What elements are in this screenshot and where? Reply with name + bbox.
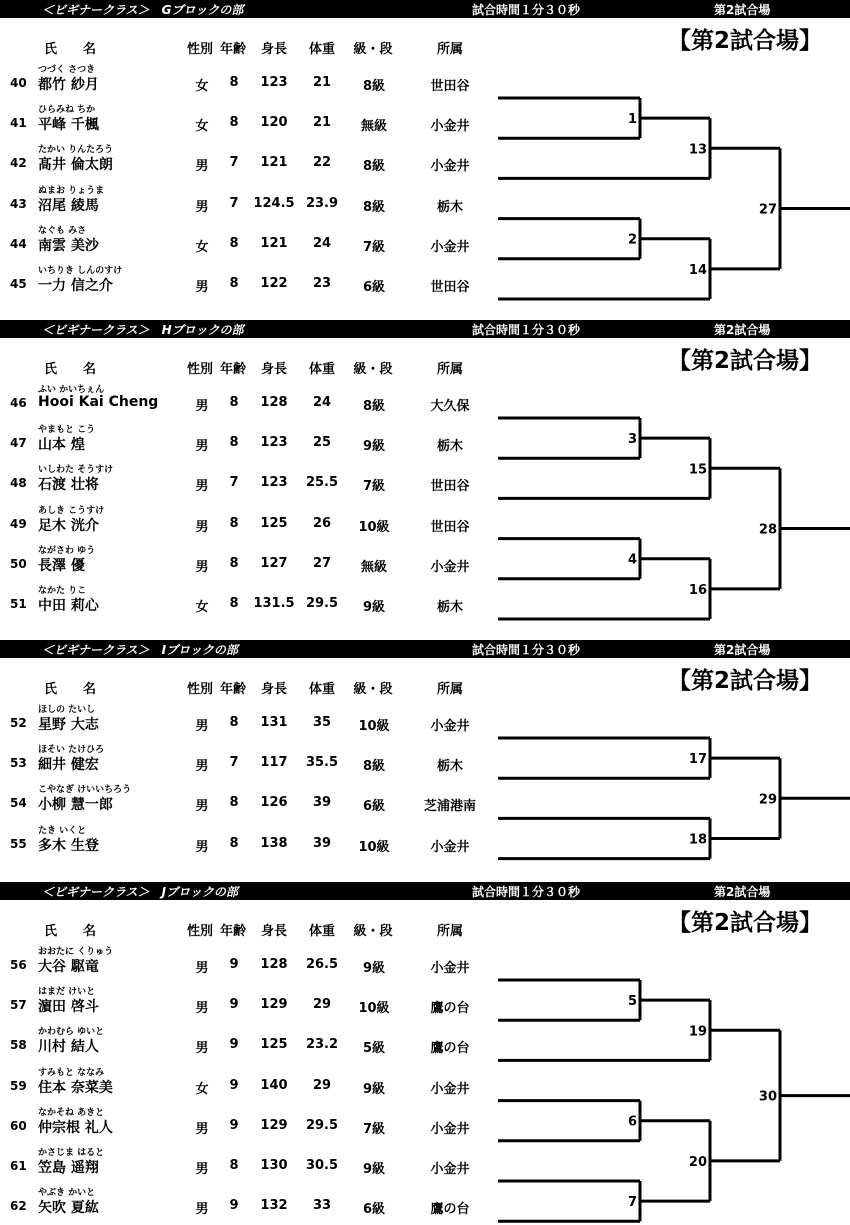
match-number: 3 [627, 432, 637, 448]
player-weight: 33 [312, 1198, 332, 1214]
player-weight: 29 [312, 1077, 332, 1093]
column-header-name: 氏 名 [43, 924, 97, 939]
player-grade: 10級 [358, 519, 390, 535]
player-kana: こやなぎ けいいちろう [38, 785, 132, 796]
player-gender: 男 [195, 199, 209, 215]
match-number: 29 [758, 792, 777, 808]
match-number: 7 [627, 1195, 637, 1211]
player-weight: 26 [312, 515, 332, 531]
player-number: 61 [10, 1159, 27, 1173]
player-age: 7 [229, 155, 239, 171]
player-affiliation: 小金井 [430, 1162, 470, 1177]
player-affiliation: 世田谷 [430, 519, 470, 535]
player-gender: 男 [195, 1001, 209, 1017]
player-gender: 男 [195, 799, 209, 815]
player-affiliation: 栃木 [436, 199, 464, 215]
player-number: 43 [10, 196, 27, 211]
player-gender: 女 [195, 1081, 209, 1097]
bracket-diagram [0, 320, 850, 640]
player-height: 140 [260, 1077, 288, 1093]
player-weight: 22 [312, 155, 332, 171]
player-number: 59 [10, 1078, 27, 1093]
player-affiliation: 鷹の台 [430, 1041, 470, 1057]
column-header-gender: 性別 [186, 42, 214, 57]
player-number: 48 [10, 476, 27, 491]
player-height: 125 [260, 1037, 288, 1053]
player-grade: 8級 [362, 79, 386, 94]
player-name: Hooi Kai Cheng [38, 394, 159, 410]
player-kana: なぐも みさ [38, 225, 87, 236]
player-weight: 21 [312, 115, 332, 131]
match-number: 13 [688, 142, 707, 158]
player-grade: 9級 [362, 1081, 386, 1097]
player-age: 9 [229, 1077, 239, 1093]
player-age: 7 [229, 755, 239, 771]
player-age: 8 [229, 435, 239, 451]
player-name: 矢吹 夏紘 [38, 1200, 99, 1217]
player-height: 131 [260, 715, 288, 730]
arena-title: 【第2試合場】 [668, 348, 823, 374]
player-weight: 27 [312, 555, 332, 571]
match-number: 17 [688, 752, 707, 768]
player-height: 127 [260, 555, 288, 571]
player-kana: ふい かいちぇん [38, 385, 105, 395]
bracket-block [0, 882, 850, 1224]
column-header-name: 氏 名 [43, 682, 97, 697]
player-age: 8 [229, 715, 239, 730]
player-age: 8 [229, 395, 239, 410]
match-number: 20 [688, 1154, 707, 1170]
player-grade: 8級 [362, 159, 386, 175]
player-weight: 23.9 [305, 195, 339, 211]
match-number: 2 [627, 232, 637, 248]
player-height: 132 [260, 1198, 288, 1214]
player-number: 50 [10, 556, 27, 571]
class-label: ＜ビギナークラス＞ Hブロックの部 [42, 323, 244, 337]
player-number: 55 [10, 836, 27, 851]
player-weight: 30.5 [305, 1158, 339, 1173]
arena-title: 【第2試合場】 [668, 668, 823, 694]
arena-label: 第2試合場 [714, 3, 771, 17]
player-number: 49 [10, 516, 27, 531]
player-number: 46 [10, 396, 27, 410]
player-height: 126 [260, 795, 288, 811]
player-age: 8 [229, 555, 239, 571]
player-kana: つづく さつき [38, 65, 96, 75]
player-affiliation: 芝浦港南 [423, 799, 477, 815]
player-gender: 男 [195, 839, 209, 855]
column-header-weight: 体重 [308, 682, 336, 697]
column-header-weight: 体重 [308, 924, 336, 939]
player-name: 一力 信之介 [38, 278, 113, 294]
player-kana: たかい りんたろう [38, 145, 114, 156]
column-header-age: 年齢 [219, 682, 247, 697]
player-age: 9 [229, 1037, 239, 1053]
player-name: 中田 莉心 [38, 598, 99, 614]
player-name: 仲宗根 礼人 [38, 1119, 113, 1136]
player-name: 多木 生登 [38, 837, 99, 854]
player-gender: 男 [195, 759, 209, 775]
player-weight: 24 [312, 395, 332, 410]
player-name: 髙井 倫太朗 [38, 157, 113, 174]
player-number: 57 [10, 998, 27, 1013]
column-header-weight: 体重 [308, 362, 336, 377]
player-height: 117 [260, 755, 288, 771]
player-name: 大谷 駆竜 [38, 959, 99, 975]
player-kana: かさじま はると [38, 1148, 105, 1158]
match-number: 15 [688, 462, 707, 478]
bracket-block [0, 0, 850, 320]
match-number: 5 [627, 994, 637, 1010]
player-grade: 10級 [358, 839, 390, 855]
player-age: 7 [229, 195, 239, 211]
player-grade: 6級 [362, 280, 386, 295]
column-header-grade: 級・段 [353, 362, 393, 377]
player-grade: 6級 [362, 799, 386, 815]
player-gender: 男 [195, 961, 209, 976]
player-kana: ひらみね ちか [38, 105, 96, 116]
player-name: 都竹 紗月 [38, 77, 99, 93]
player-height: 122 [260, 276, 288, 291]
column-header-height: 身長 [260, 42, 288, 57]
player-weight: 39 [312, 835, 332, 851]
column-header-name: 氏 名 [43, 42, 97, 57]
match-number: 30 [758, 1089, 777, 1105]
player-gender: 男 [195, 439, 209, 455]
player-name: 南雲 美沙 [38, 237, 99, 254]
player-kana: ながさわ ゆう [38, 545, 96, 556]
player-age: 9 [229, 957, 239, 972]
player-gender: 女 [195, 79, 209, 94]
player-gender: 男 [195, 479, 209, 495]
player-grade: 9級 [362, 1162, 386, 1177]
player-gender: 女 [195, 239, 209, 255]
player-number: 62 [10, 1199, 27, 1214]
column-header-weight: 体重 [308, 42, 336, 57]
player-grade: 7級 [362, 479, 386, 495]
player-grade: 5級 [362, 1041, 386, 1057]
player-age: 9 [229, 997, 239, 1013]
player-age: 8 [229, 115, 239, 131]
player-age: 8 [229, 1158, 239, 1173]
arena-title: 【第2試合場】 [668, 28, 823, 54]
player-grade: 8級 [362, 759, 386, 775]
player-height: 120 [260, 115, 288, 131]
player-grade: 10級 [358, 1001, 390, 1017]
player-number: 53 [10, 756, 27, 771]
column-header-affiliation: 所属 [436, 42, 464, 57]
player-age: 9 [229, 1198, 239, 1214]
player-name: 沼尾 綾馬 [38, 197, 99, 214]
player-affiliation: 世田谷 [430, 79, 470, 94]
arena-label: 第2試合場 [714, 323, 771, 337]
player-kana: あしき こうすけ [38, 505, 105, 516]
player-affiliation: 小金井 [430, 559, 470, 575]
player-grade: 10級 [358, 719, 390, 734]
match-time: 試合時間１分３０秒 [472, 885, 581, 899]
player-height: 123 [260, 435, 288, 451]
player-kana: はまだ けいと [38, 987, 96, 998]
column-header-height: 身長 [260, 924, 288, 939]
player-weight: 24 [312, 235, 332, 251]
player-grade: 9級 [362, 600, 386, 615]
match-number: 18 [688, 832, 707, 848]
column-header-gender: 性別 [186, 682, 214, 697]
player-number: 51 [10, 597, 27, 611]
player-kana: なかた りこ [38, 586, 87, 596]
player-affiliation: 栃木 [436, 759, 464, 775]
player-weight: 25 [312, 435, 332, 451]
player-number: 40 [10, 76, 27, 90]
player-height: 128 [260, 957, 288, 972]
player-height: 129 [260, 1117, 288, 1133]
player-affiliation: 鷹の台 [430, 1001, 470, 1017]
player-weight: 26.5 [305, 957, 339, 972]
player-gender: 男 [195, 1202, 209, 1218]
arena-label: 第2試合場 [714, 643, 771, 657]
player-weight: 35.5 [305, 755, 339, 771]
player-number: 56 [10, 958, 27, 972]
player-affiliation: 小金井 [430, 839, 470, 855]
player-affiliation: 鷹の台 [430, 1202, 470, 1218]
player-grade: 6級 [362, 1202, 386, 1218]
player-kana: やぶき かいと [38, 1188, 96, 1199]
player-grade: 7級 [362, 239, 386, 255]
player-kana: すみもと ななみ [38, 1067, 105, 1078]
player-gender: 男 [195, 719, 209, 734]
player-age: 9 [229, 1117, 239, 1133]
column-header-height: 身長 [260, 682, 288, 697]
column-header-age: 年齢 [219, 924, 247, 939]
match-time: 試合時間１分３０秒 [472, 3, 581, 17]
match-time: 試合時間１分３０秒 [472, 643, 581, 657]
column-header-age: 年齢 [219, 42, 247, 57]
player-kana: やまもと こう [38, 425, 96, 436]
player-affiliation: 小金井 [430, 239, 470, 255]
match-number: 4 [627, 552, 637, 568]
column-header-grade: 級・段 [353, 42, 393, 57]
column-header-affiliation: 所属 [436, 362, 464, 377]
player-affiliation: 大久保 [430, 399, 470, 414]
bracket-block [0, 320, 850, 640]
column-header-grade: 級・段 [353, 682, 393, 697]
arena-label: 第2試合場 [714, 885, 771, 899]
player-affiliation: 栃木 [436, 600, 464, 615]
player-grade: 無級 [360, 119, 388, 135]
player-grade: 8級 [362, 399, 386, 414]
column-header-age: 年齢 [219, 362, 247, 377]
player-height: 129 [260, 997, 288, 1013]
match-number: 14 [688, 262, 707, 278]
column-header-gender: 性別 [186, 924, 214, 939]
player-weight: 39 [312, 795, 332, 811]
player-name: 星野 大志 [38, 717, 99, 733]
player-kana: いしわた そうすけ [38, 465, 114, 476]
player-weight: 23 [312, 276, 332, 291]
player-kana: たき いくと [38, 825, 87, 836]
player-height: 128 [260, 395, 288, 410]
player-grade: 無級 [360, 559, 388, 575]
player-affiliation: 小金井 [430, 961, 470, 976]
player-height: 123 [260, 75, 288, 90]
player-height: 123 [260, 475, 288, 491]
bracket-block [0, 640, 850, 882]
player-kana: いちりき しんのすけ [38, 266, 123, 276]
player-gender: 男 [195, 159, 209, 175]
player-height: 131.5 [253, 596, 295, 611]
player-kana: おおたに くりゅう [38, 947, 114, 957]
player-weight: 29.5 [305, 596, 339, 611]
player-name: 小柳 慧一郎 [38, 797, 113, 814]
player-height: 121 [260, 235, 288, 251]
player-affiliation: 栃木 [436, 439, 464, 455]
player-name: 川村 結人 [38, 1039, 99, 1056]
player-height: 130 [260, 1158, 288, 1173]
player-weight: 23.2 [305, 1037, 339, 1053]
player-number: 58 [10, 1038, 27, 1053]
player-number: 45 [10, 277, 27, 291]
player-affiliation: 小金井 [430, 119, 470, 135]
match-number: 6 [627, 1114, 637, 1130]
column-header-height: 身長 [260, 362, 288, 377]
player-name: 平峰 千楓 [38, 117, 99, 134]
player-height: 138 [260, 835, 288, 851]
player-kana: ほしの たいし [38, 705, 96, 715]
player-number: 41 [10, 116, 27, 131]
player-name: 笠島 遥翔 [38, 1160, 99, 1176]
player-weight: 29 [312, 997, 332, 1013]
player-gender: 男 [195, 280, 209, 295]
player-gender: 男 [195, 1121, 209, 1137]
player-height: 125 [260, 515, 288, 531]
player-age: 8 [229, 795, 239, 811]
player-age: 8 [229, 596, 239, 611]
player-affiliation: 小金井 [430, 1081, 470, 1097]
player-affiliation: 小金井 [430, 719, 470, 734]
column-header-affiliation: 所属 [436, 682, 464, 697]
player-gender: 男 [195, 1041, 209, 1057]
player-weight: 35 [312, 715, 332, 730]
match-number: 19 [688, 1024, 707, 1040]
player-name: 細井 健宏 [38, 757, 99, 774]
player-affiliation: 小金井 [430, 1121, 470, 1137]
match-number: 27 [758, 202, 777, 218]
player-number: 60 [10, 1118, 27, 1133]
player-affiliation: 世田谷 [430, 280, 470, 295]
player-number: 52 [10, 716, 27, 730]
player-weight: 21 [312, 75, 332, 90]
player-number: 47 [10, 436, 27, 451]
player-name: 住本 奈菜美 [38, 1079, 113, 1096]
player-number: 54 [10, 796, 27, 811]
player-height: 121 [260, 155, 288, 171]
player-grade: 9級 [362, 961, 386, 976]
bracket-diagram [0, 0, 850, 320]
player-gender: 女 [195, 119, 209, 135]
player-age: 8 [229, 835, 239, 851]
player-gender: 男 [195, 559, 209, 575]
player-age: 7 [229, 475, 239, 491]
class-label: ＜ビギナークラス＞ Gブロックの部 [42, 3, 244, 17]
class-label: ＜ビギナークラス＞ Jブロックの部 [42, 885, 238, 899]
column-header-gender: 性別 [186, 362, 214, 377]
player-gender: 男 [195, 399, 209, 414]
arena-title: 【第2試合場】 [668, 910, 823, 936]
player-gender: 女 [195, 600, 209, 615]
player-name: 石渡 壮将 [38, 477, 99, 494]
column-header-name: 氏 名 [43, 362, 97, 377]
player-grade: 7級 [362, 1121, 386, 1137]
class-label: ＜ビギナークラス＞ Iブロックの部 [42, 643, 238, 657]
player-name: 長澤 優 [38, 557, 85, 574]
player-age: 8 [229, 515, 239, 531]
player-age: 8 [229, 276, 239, 291]
column-header-grade: 級・段 [353, 924, 393, 939]
match-time: 試合時間１分３０秒 [472, 323, 581, 337]
match-number: 1 [627, 112, 637, 128]
match-number: 28 [758, 522, 777, 538]
player-name: 濵田 啓斗 [38, 999, 99, 1016]
player-weight: 25.5 [305, 475, 339, 491]
match-number: 16 [688, 582, 707, 598]
player-grade: 8級 [362, 199, 386, 215]
player-height: 124.5 [253, 195, 295, 211]
player-name: 足木 洸介 [38, 517, 99, 534]
column-header-affiliation: 所属 [436, 924, 464, 939]
player-number: 42 [10, 156, 27, 171]
player-weight: 29.5 [305, 1117, 339, 1133]
player-affiliation: 世田谷 [430, 479, 470, 495]
player-grade: 9級 [362, 439, 386, 455]
player-kana: かわむら ゆいと [38, 1027, 105, 1038]
player-kana: ぬまお りょうま [38, 185, 105, 196]
player-age: 8 [229, 75, 239, 90]
player-name: 山本 煌 [38, 437, 85, 454]
player-kana: ほそい たけひろ [38, 745, 105, 756]
player-gender: 男 [195, 519, 209, 535]
player-kana: なかそね あきと [38, 1107, 105, 1118]
player-number: 44 [10, 236, 27, 251]
player-affiliation: 小金井 [430, 159, 470, 175]
player-gender: 男 [195, 1162, 209, 1177]
player-age: 8 [229, 235, 239, 251]
